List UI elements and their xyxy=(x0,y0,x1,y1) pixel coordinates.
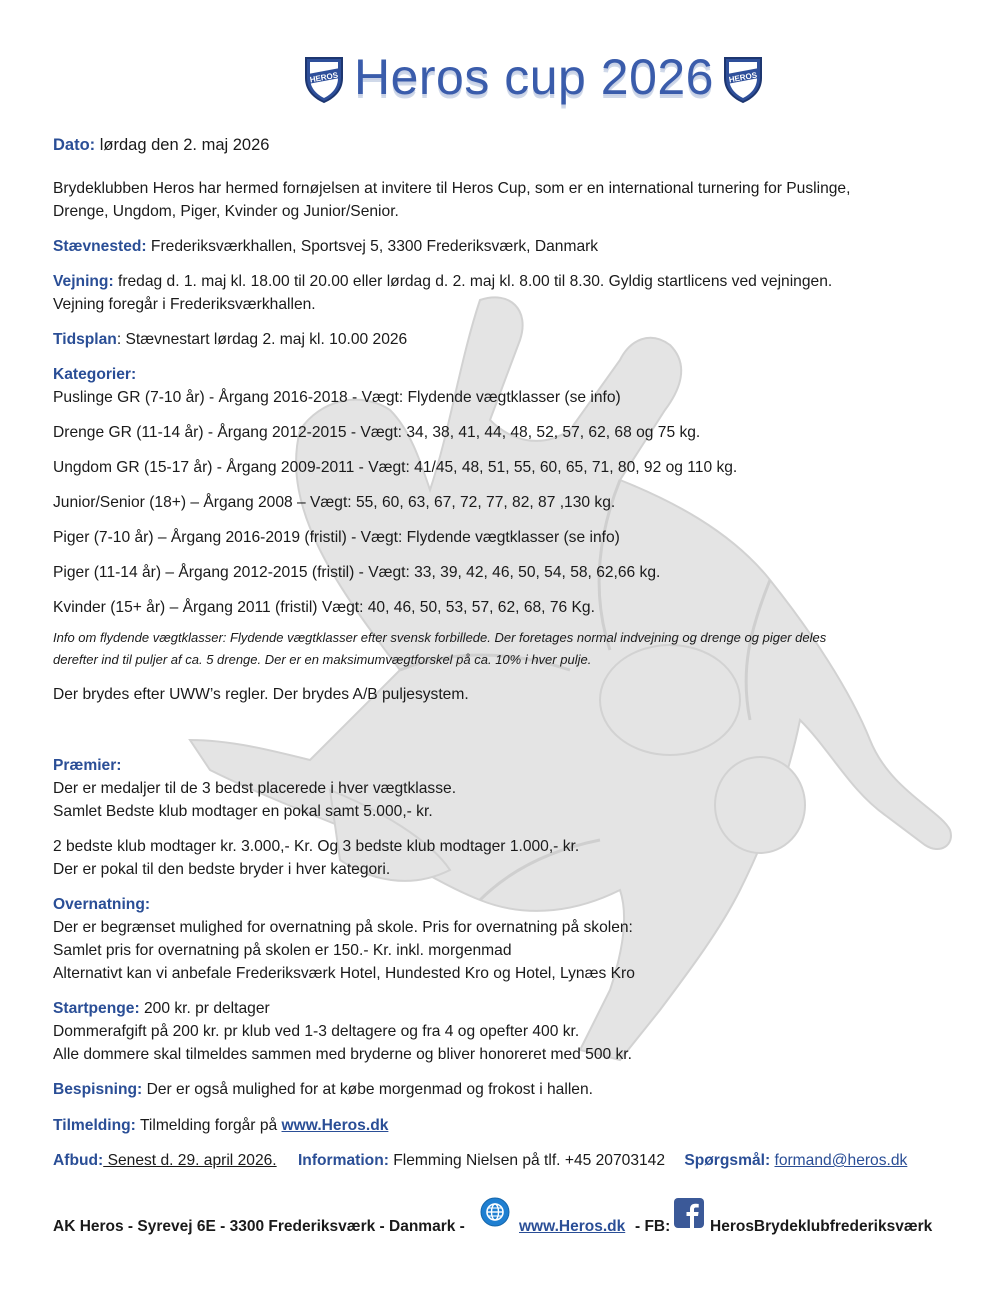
overnatning-line: Der er begrænset mulighed for overnatning på skole. Pris for overnatning på skolen: xyxy=(53,919,633,936)
footer-address: AK Heros - Syrevej 6E - 3300 Frederiksværk - Danmark - xyxy=(53,1218,465,1235)
footer-website-link[interactable]: www.Heros.dk xyxy=(519,1218,626,1235)
praemier-line: Samlet Bedste klub modtager en pokal samt 5.000,- kr. xyxy=(53,803,433,820)
tidsplan-label: Tidsplan xyxy=(53,331,117,348)
kategori-item: Kvinder (15+ år) – Årgang 2011 (fristil) Vægt: 40, 46, 50, 53, 57, 62, 68, 76 Kg. xyxy=(53,599,595,616)
tilmelding-website-link[interactable]: www.Heros.dk xyxy=(281,1117,389,1134)
intro-paragraph xyxy=(53,177,958,223)
info-line: derefter ind til puljer af ca. 5 drenge. Der er en maksimumvægtforskel på ca. 10% i hver pulje. xyxy=(53,652,592,667)
facebook-icon[interactable] xyxy=(673,1197,705,1229)
praemier-section xyxy=(53,754,958,881)
staevnested-label: Stævnested: xyxy=(53,238,147,255)
bespisning-line xyxy=(53,1078,958,1101)
kategorier-label: Kategorier: xyxy=(53,366,137,383)
dato-value: lørdag den 2. maj 2026 xyxy=(95,136,270,154)
header xyxy=(0,46,1000,116)
praemier-line: 2 bedste klub modtager kr. 3.000,- Kr. Og 3 bedste klub modtager 1.000,- kr. xyxy=(53,838,580,855)
vejning-paragraph xyxy=(53,270,958,316)
footer xyxy=(53,1194,953,1238)
tidsplan-value: : Stævnestart lørdag 2. maj kl. 10.00 2026 xyxy=(116,331,408,348)
page-title: Heros cup 2026 xyxy=(353,49,714,105)
praemier-label: Præmier: xyxy=(53,757,122,774)
info-line: Info om flydende vægtklasser: Flydende vægtklasser efter svensk forbillede. Der foretages normal indvejning og drenge og piger deles xyxy=(53,630,827,645)
spoergsmaal-label: Spørgsmål: xyxy=(684,1152,771,1169)
tilmelding-label: Tilmelding: xyxy=(53,1117,136,1134)
svg-text:HEROS: HEROS xyxy=(309,70,339,85)
footer-fb-label: - FB: xyxy=(635,1218,671,1235)
tilmelding-value: Tilmelding forgår på xyxy=(135,1117,282,1134)
bespisning-value: Der er også mulighed for at købe morgenmad og frokost i hallen. xyxy=(142,1081,593,1098)
staevnested-value: Frederiksværkhallen, Sportsvej 5, 3300 Frederiksværk, Danmark xyxy=(146,238,599,255)
vejning-line: fredag d. 1. maj kl. 18.00 til 20.00 eller lørdag d. 2. maj kl. 8.00 til 8.30. Gyldig startlicens ved vejningen. xyxy=(113,273,833,290)
startpenge-label: Startpenge: xyxy=(53,1000,140,1017)
startpenge-line: Alle dommere skal tilmeldes sammen med bryderne og bliver honoreret med 500 kr. xyxy=(53,1046,632,1063)
intro-line: Drenge, Ungdom, Piger, Kvinder og Junior/Senior. xyxy=(53,203,399,220)
heros-logo-right xyxy=(722,54,764,104)
startpenge-value: 200 kr. pr deltager xyxy=(139,1000,270,1017)
staevnested-line xyxy=(53,235,958,258)
kategori-item: Ungdom GR (15-17 år) - Årgang 2009-2011 - Vægt: 41/45, 48, 51, 55, 60, 65, 71, 80, 92 og 110 kg. xyxy=(53,459,738,476)
afbud-value: Senest d. 29. april 2026. xyxy=(103,1152,277,1169)
heros-logo-left xyxy=(303,54,345,104)
dato-label: Dato: xyxy=(53,136,96,154)
document-body xyxy=(53,134,958,1172)
overnatning-label: Overnatning: xyxy=(53,896,151,913)
globe-icon[interactable] xyxy=(480,1197,510,1227)
kategori-item: Drenge GR (11-14 år) - Årgang 2012-2015 - Vægt: 34, 38, 41, 44, 48, 52, 57, 62, 68 og 75 kg. xyxy=(53,424,701,441)
overnatning-line: Samlet pris for overnatning på skolen er 150.- Kr. inkl. morgenmad xyxy=(53,942,512,959)
information-label: Information: xyxy=(297,1152,389,1169)
footer-fb-name[interactable]: HerosBrydeklubfrederiksværk xyxy=(710,1218,933,1235)
praemier-line: Der er pokal til den bedste bryder i hver kategori. xyxy=(53,861,391,878)
overnatning-line: Alternativt kan vi anbefale Frederiksværk Hotel, Hundested Kro og Hotel, Lynæs Kro xyxy=(53,965,635,982)
vejning-label: Vejning: xyxy=(53,273,114,290)
startpenge-line: Dommerafgift på 200 kr. pr klub ved 1-3 deltagere og fra 4 og opefter 400 kr. xyxy=(53,1023,580,1040)
dato-line xyxy=(53,134,958,157)
kategori-item: Piger (11-14 år) – Årgang 2012-2015 (fristil) - Vægt: 33, 39, 42, 46, 50, 54, 58, 62,66 kg. xyxy=(53,564,661,581)
kategori-item: Junior/Senior (18+) – Årgang 2008 – Vægt: 55, 60, 63, 67, 72, 77, 82, 87 ,130 kg. xyxy=(53,494,616,511)
information-value: Flemming Nielsen på tlf. +45 20703142 xyxy=(388,1152,666,1169)
tidsplan-line xyxy=(53,328,958,351)
info-note xyxy=(53,627,958,671)
tilmelding-line xyxy=(53,1114,958,1137)
overnatning-section xyxy=(53,893,958,985)
svg-text:HEROS: HEROS xyxy=(728,70,758,85)
afbud-label: Afbud: xyxy=(53,1152,104,1169)
bespisning-label: Bespisning: xyxy=(53,1081,143,1098)
vejning-line: Vejning foregår i Frederiksværkhallen. xyxy=(53,296,316,313)
intro-line: Brydeklubben Heros har hermed fornøjelsen at invitere til Heros Cup, som er en international turnering for Puslinge, xyxy=(53,180,851,197)
afbud-line xyxy=(53,1149,958,1172)
kategorier-section xyxy=(53,363,958,619)
startpenge-section xyxy=(53,997,958,1066)
praemier-line: Der er medaljer til de 3 bedst placerede i hver vægtklasse. xyxy=(53,780,457,797)
kategori-item: Piger (7-10 år) – Årgang 2016-2019 (fristil) - Vægt: Flydende vægtklasser (se info) xyxy=(53,529,620,546)
email-link[interactable]: formand@heros.dk xyxy=(774,1152,908,1169)
regler-line: Der brydes efter UWW’s regler. Der brydes A/B puljesystem. xyxy=(53,686,469,703)
kategori-item: Puslinge GR (7-10 år) - Årgang 2016-2018 - Vægt: Flydende vægtklasser (se info) xyxy=(53,389,621,406)
